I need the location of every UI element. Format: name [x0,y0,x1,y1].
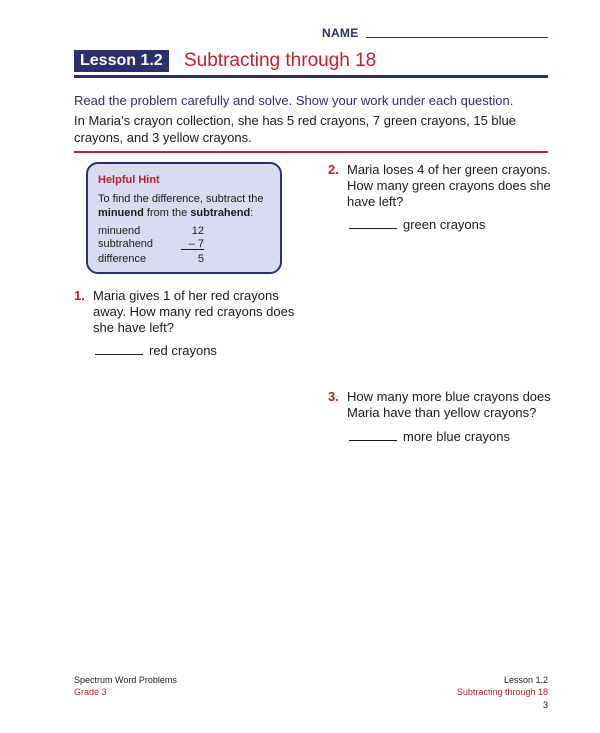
footer-topic: Subtracting through 18 [456,687,548,697]
question-2-text: Maria loses 4 of her green crayons. How many green crayons does she have left? [347,162,551,209]
question-1-answer-label: red crayons [149,343,217,358]
example-value-minuend: 12 [191,225,204,237]
question-1-text: Maria gives 1 of her red crayons away. How many red crayons does she have left? [93,288,295,335]
question-1-number: 1. [74,288,85,303]
lesson-title: Subtracting through 18 [184,50,377,71]
question-2-answer-blank[interactable] [349,228,397,229]
question-3-answer-blank[interactable] [349,440,397,441]
section-divider [74,151,548,153]
footer-grade: Grade 3 [74,687,107,697]
footer-lesson: Lesson 1.2 [503,675,548,685]
question-2-number: 2. [328,162,339,177]
lesson-tag: Lesson 1.2 [74,50,169,72]
title-divider [74,75,548,78]
question-3-text: How many more blue crayons does Maria have than yellow crayons? [347,389,551,420]
example-label-difference: difference [98,253,147,265]
hint-title: Helpful Hint [98,174,160,186]
footer-book-title: Spectrum Word Problems [74,675,177,685]
example-sum-line [181,249,204,250]
scenario-text: In Maria’s crayon collection, she has 5 red crayons, 7 green crayons, 15 blue crayons, and 3 yellow crayons. [74,113,516,145]
example-label-minuend: minuend [98,225,141,237]
question-1-answer-blank[interactable] [95,354,143,355]
hint-text: To find the difference, subtract the minuend from the subtrahend: [98,193,264,219]
page-number: 3 [542,700,548,710]
name-label: NAME [322,26,359,40]
question-3-answer-label: more blue crayons [403,429,510,444]
question-2-answer-label: green crayons [403,217,486,232]
hint-term-subtrahend: subtrahend [190,207,251,219]
example-value-subtrahend: – 7 [188,238,204,250]
example-value-difference: 5 [197,253,204,265]
question-3-number: 3. [328,389,339,404]
example-label-subtrahend: subtrahend [98,238,154,250]
instructions: Read the problem carefully and solve. Show your work under each question. [74,93,514,108]
hint-term-minuend: minuend [98,207,144,219]
name-field-line[interactable] [366,37,548,38]
